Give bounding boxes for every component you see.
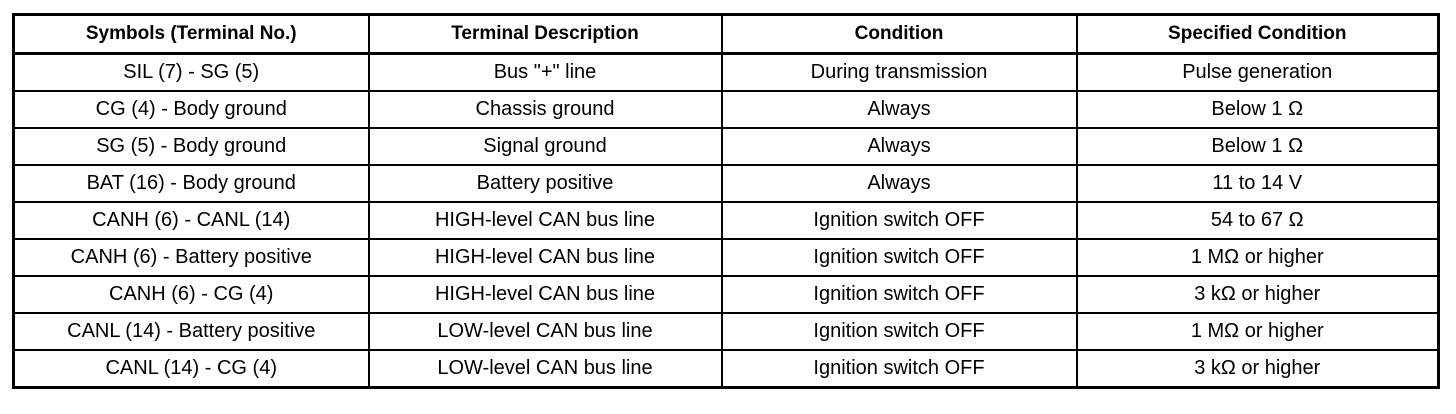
cell-specified-condition: Below 1 Ω: [1077, 128, 1439, 165]
cell-symbols: CANH (6) - CANL (14): [14, 202, 369, 239]
table-row: [14, 54, 1439, 92]
cell-condition: Ignition switch OFF: [722, 313, 1077, 350]
cell-condition: Always: [722, 128, 1077, 165]
cell-specified-condition: 3 kΩ or higher: [1077, 350, 1439, 388]
cell-terminal-description: Chassis ground: [369, 91, 722, 128]
cell-terminal-description: Signal ground: [369, 128, 722, 165]
cell-specified-condition: Pulse generation: [1077, 54, 1439, 92]
cell-symbols: CANH (6) - Battery positive: [14, 239, 369, 276]
cell-terminal-description: HIGH-level CAN bus line: [369, 239, 722, 276]
table-header-row: [14, 15, 1439, 54]
cell-condition: Always: [722, 165, 1077, 202]
cell-terminal-description: HIGH-level CAN bus line: [369, 276, 722, 313]
header-condition: Condition: [722, 15, 1077, 54]
table-row: [14, 313, 1439, 350]
cell-condition: Ignition switch OFF: [722, 276, 1077, 313]
cell-condition: Ignition switch OFF: [722, 202, 1077, 239]
cell-symbols: BAT (16) - Body ground: [14, 165, 369, 202]
cell-condition: Ignition switch OFF: [722, 350, 1077, 388]
header-specified-condition: Specified Condition: [1077, 15, 1439, 54]
cell-symbols: SIL (7) - SG (5): [14, 54, 369, 92]
cell-specified-condition: 54 to 67 Ω: [1077, 202, 1439, 239]
cell-terminal-description: LOW-level CAN bus line: [369, 350, 722, 388]
header-symbols: Symbols (Terminal No.): [14, 15, 369, 54]
table-row: [14, 165, 1439, 202]
cell-terminal-description: Bus "+" line: [369, 54, 722, 92]
cell-symbols: CANH (6) - CG (4): [14, 276, 369, 313]
cell-symbols: CANL (14) - CG (4): [14, 350, 369, 388]
table-row: [14, 128, 1439, 165]
cell-specified-condition: Below 1 Ω: [1077, 91, 1439, 128]
table-row: [14, 239, 1439, 276]
cell-specified-condition: 11 to 14 V: [1077, 165, 1439, 202]
header-terminal-description: Terminal Description: [369, 15, 722, 54]
cell-condition: During transmission: [722, 54, 1077, 92]
table-row: [14, 276, 1439, 313]
cell-terminal-description: Battery positive: [369, 165, 722, 202]
cell-specified-condition: 1 MΩ or higher: [1077, 313, 1439, 350]
cell-symbols: CANL (14) - Battery positive: [14, 313, 369, 350]
table-row: [14, 202, 1439, 239]
cell-terminal-description: HIGH-level CAN bus line: [369, 202, 722, 239]
cell-specified-condition: 1 MΩ or higher: [1077, 239, 1439, 276]
cell-symbols: CG (4) - Body ground: [14, 91, 369, 128]
cell-symbols: SG (5) - Body ground: [14, 128, 369, 165]
table-row: [14, 350, 1439, 388]
terminal-spec-table: [12, 13, 1440, 389]
cell-terminal-description: LOW-level CAN bus line: [369, 313, 722, 350]
cell-condition: Always: [722, 91, 1077, 128]
cell-condition: Ignition switch OFF: [722, 239, 1077, 276]
table-row: [14, 91, 1439, 128]
cell-specified-condition: 3 kΩ or higher: [1077, 276, 1439, 313]
